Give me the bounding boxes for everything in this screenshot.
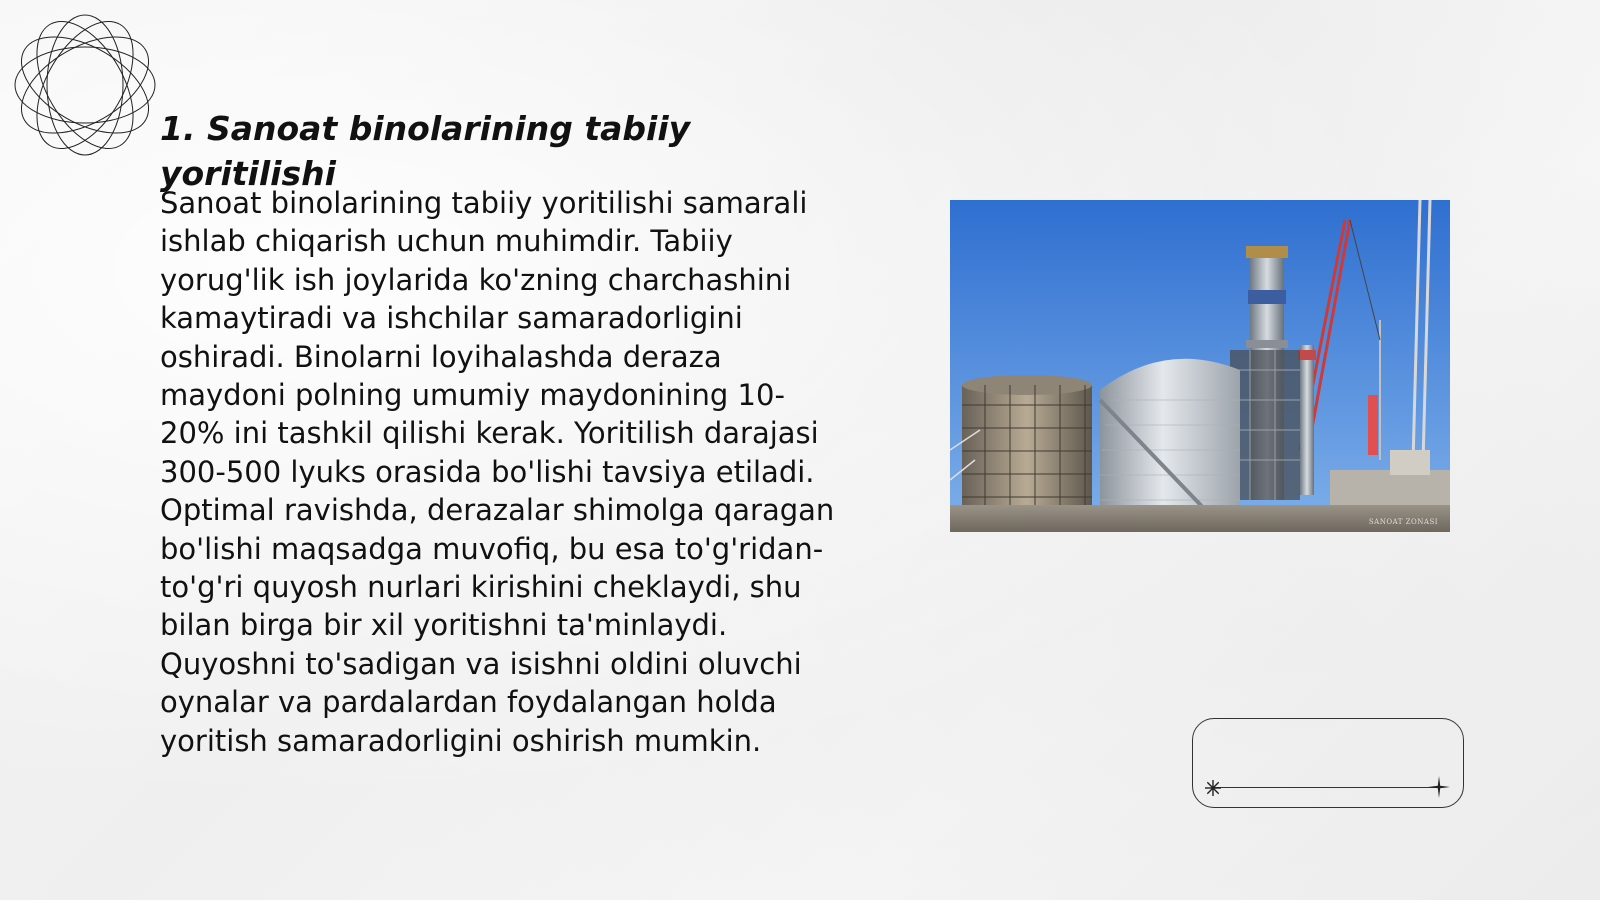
decorative-rounded-box xyxy=(1192,718,1464,808)
photo-watermark: SANOAT ZONASI xyxy=(1368,518,1438,526)
circular-line-ornament-icon xyxy=(10,10,160,160)
slide-title: 1. Sanoat binolarining tabiiy yoritilishi xyxy=(160,109,691,193)
decorative-line xyxy=(1212,787,1442,788)
slide-body-text: Sanoat binolarining tabiiy yoritilishi samarali ishlab chiqarish uchun muhimdir. Tabiiy yorug'lik ish joylarida ko'zning charchashini kamaytiradi va ishchilar samaradorligini oshiradi. Binolarni loyihalashda deraza maydoni polning umumiy maydonining 10-20% ini tashkil qilishi kerak. Yoritilish darajasi 300-500 lyuks orasida bo'lishi tavsiya etiladi. Optimal ravishda, derazalar shimolga qaragan bo'lishi maqsadga muvofiq, bu esa to'g'ridan-to'g'ri quyosh nurlari kirishini cheklaydi, shu bilan birga bir xil yoritishni ta'minlaydi. Quyoshni to'sadigan va isishni oldini oluvchi oynalar va pardalardan foydalangan holda yoritish samaradorligini oshirish mumkin. xyxy=(160,186,835,758)
four-point-star-icon xyxy=(1428,776,1450,798)
sparkle-star-icon xyxy=(1204,779,1222,797)
industrial-site-photo xyxy=(950,200,1450,532)
